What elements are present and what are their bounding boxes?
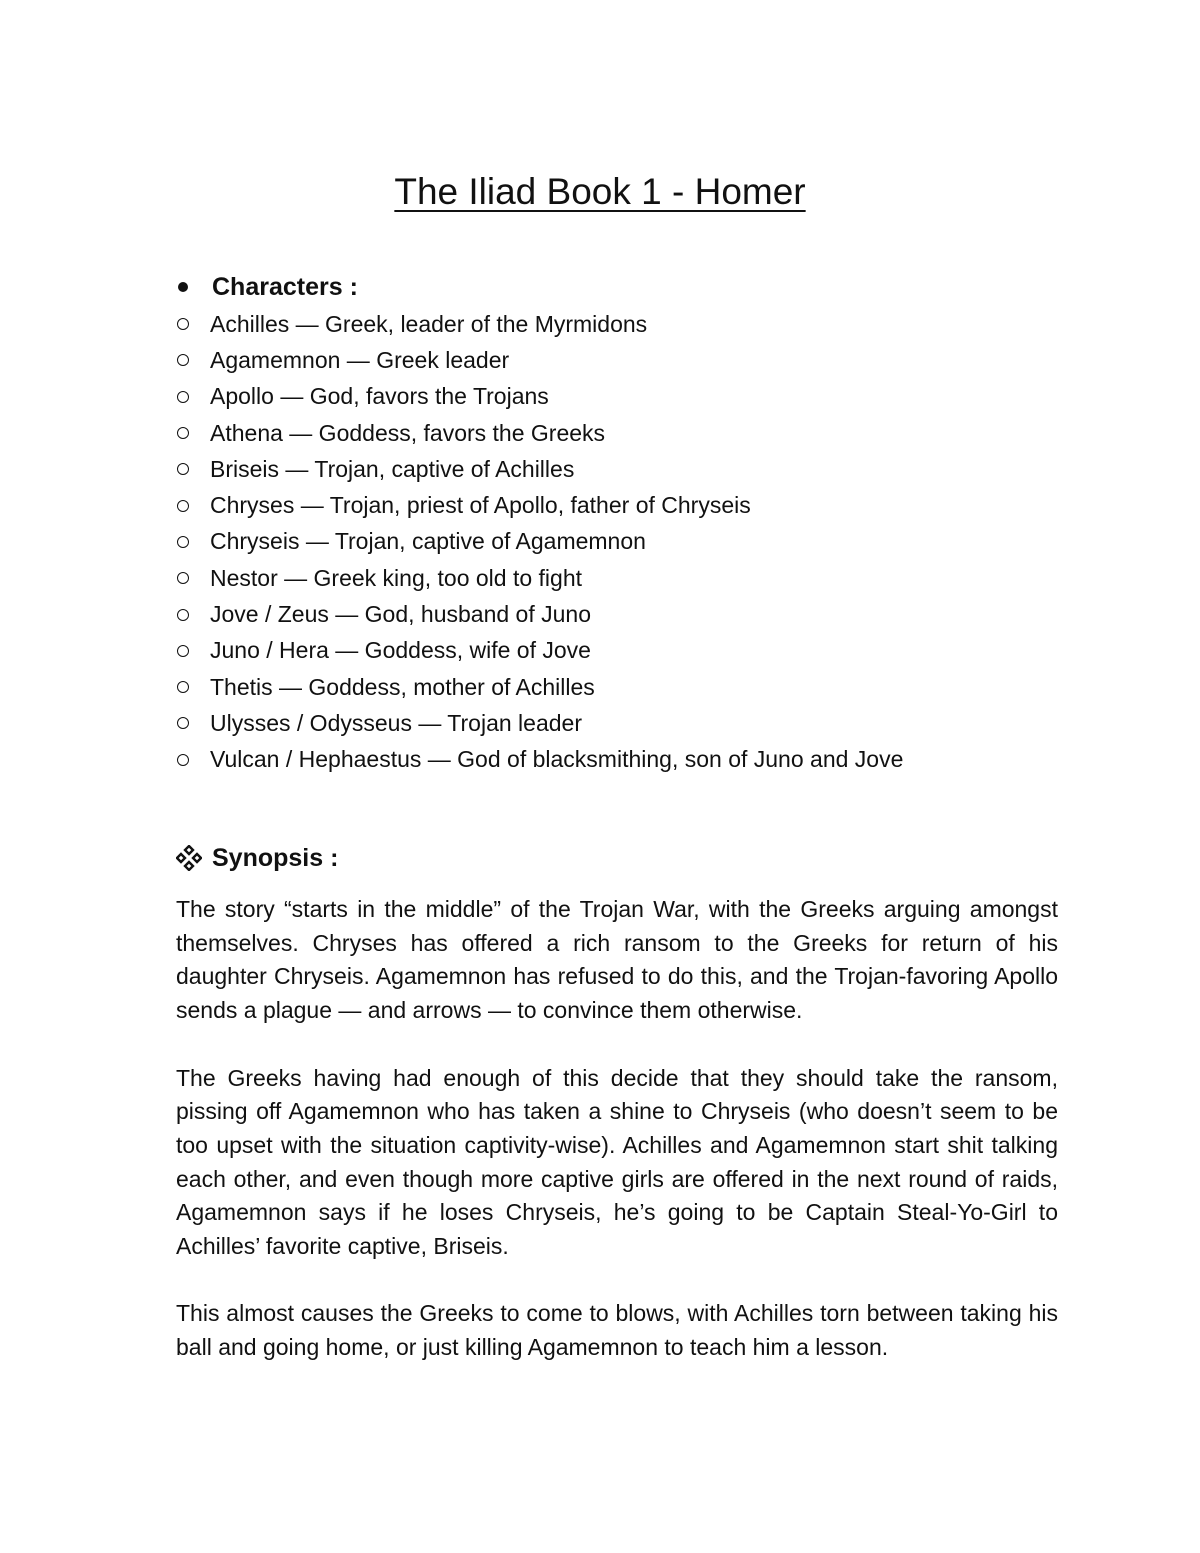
hollow-circle-bullet-icon xyxy=(177,427,189,439)
list-item-text: Agamemnon — Greek leader xyxy=(210,346,510,373)
hollow-circle-bullet-icon xyxy=(177,609,189,621)
hollow-circle-bullet-icon xyxy=(177,572,189,584)
list-item-text: Ulysses / Odysseus — Trojan leader xyxy=(210,709,582,736)
hollow-circle-bullet-icon xyxy=(177,318,189,330)
hollow-circle-bullet-icon xyxy=(177,754,189,766)
page-title: The Iliad Book 1 - Homer xyxy=(394,171,806,212)
characters-section xyxy=(176,268,1076,778)
list-item-text: Juno / Hera — Goddess, wife of Jove xyxy=(210,637,591,664)
list-item xyxy=(176,669,1076,705)
list-item-text: Nestor — Greek king, too old to fight xyxy=(210,564,583,591)
hollow-circle-bullet-icon xyxy=(177,536,189,548)
list-item xyxy=(176,487,1076,523)
hollow-circle-bullet-icon xyxy=(177,391,189,403)
list-item-text: Vulcan / Hephaestus — God of blacksmithing, son of Juno and Jove xyxy=(210,746,904,773)
hollow-circle-bullet-icon xyxy=(177,463,189,475)
hollow-circle-bullet-icon xyxy=(177,645,189,657)
list-item xyxy=(176,524,1076,560)
list-item xyxy=(176,451,1076,487)
list-item xyxy=(176,306,1076,342)
synopsis-body xyxy=(176,893,1058,1399)
four-diamond-bullet-icon xyxy=(176,845,202,871)
list-item xyxy=(176,379,1076,415)
characters-list xyxy=(176,306,1076,778)
hollow-circle-bullet-icon xyxy=(177,354,189,366)
list-item xyxy=(176,742,1076,778)
list-item xyxy=(176,415,1076,451)
hollow-circle-bullet-icon xyxy=(177,717,189,729)
list-item-text: Jove / Zeus — God, husband of Juno xyxy=(210,601,592,628)
list-item-text: Apollo — God, favors the Trojans xyxy=(210,383,549,410)
list-item-text: Chryses — Trojan, priest of Apollo, father of Chryseis xyxy=(210,492,751,519)
list-item xyxy=(176,342,1076,378)
synopsis-paragraph: This almost causes the Greeks to come to blows, with Achilles torn between taking his ball and going home, or just killing Agamemnon to teach him a lesson. xyxy=(176,1300,1058,1361)
characters-heading xyxy=(176,268,1076,306)
list-item-text: Achilles — Greek, leader of the Myrmidons xyxy=(210,310,648,337)
list-item-text: Athena — Goddess, favors the Greeks xyxy=(210,419,606,446)
synopsis-paragraph: The story “starts in the middle” of the Trojan War, with the Greeks arguing amongst themselves. Chryses has offered a rich ransom to the Greeks for return of his daughter Chryseis. Agamemnon has refused to do this, and the Trojan-favoring Apollo sends a plague — and arrows — to convince them otherwise. xyxy=(176,896,1058,1024)
list-item xyxy=(176,596,1076,632)
hollow-circle-bullet-icon xyxy=(177,681,189,693)
filled-circle-bullet-icon xyxy=(178,282,188,292)
list-item-text: Briseis — Trojan, captive of Achilles xyxy=(210,455,575,482)
synopsis-paragraph: The Greeks having had enough of this decide that they should take the ransom, pissing off Agamemnon who has taken a shine to Chryseis (who doesn’t seem to be too upset with the situation captivity-wise). Achilles and Agamemnon start shit talking each other, and even though more captive girls are offered in the next round of raids, Agamemnon says if he loses Chryseis, he’s going to be Captain Steal-Yo-Girl to Achilles’ favorite captive, Briseis. xyxy=(176,1064,1058,1260)
list-item-text: Thetis — Goddess, mother of Achilles xyxy=(210,673,595,700)
list-item-text: Chryseis — Trojan, captive of Agamemnon xyxy=(210,528,646,555)
hollow-circle-bullet-icon xyxy=(177,500,189,512)
list-item xyxy=(176,705,1076,741)
list-item xyxy=(176,633,1076,669)
synopsis-heading xyxy=(176,838,338,878)
list-item xyxy=(176,560,1076,596)
characters-heading-label: Characters : xyxy=(212,272,358,301)
synopsis-heading-label: Synopsis : xyxy=(212,843,339,872)
